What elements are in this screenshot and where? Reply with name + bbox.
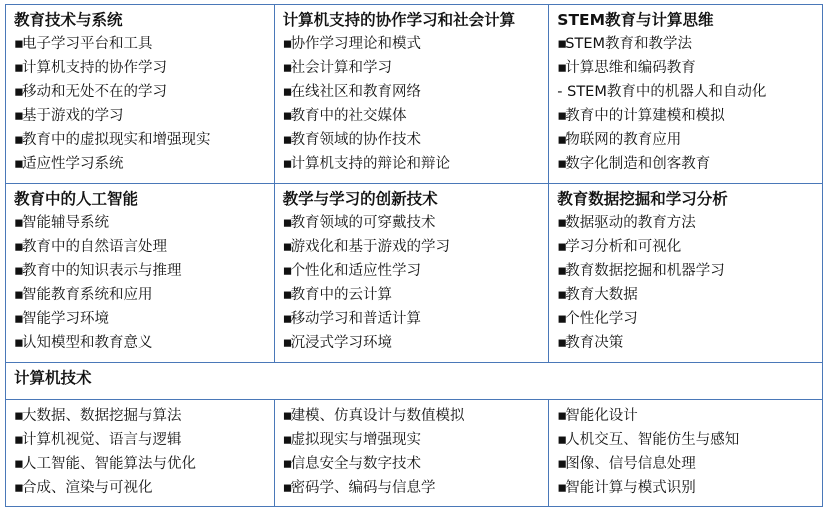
list-item bbox=[557, 235, 822, 259]
list-item bbox=[14, 404, 274, 428]
item-text: STEM教育中的机器人和自动化 bbox=[567, 84, 767, 100]
item-text: 合成、渲染与可视化 bbox=[22, 480, 153, 496]
section-cell bbox=[6, 5, 275, 184]
list-item bbox=[14, 283, 274, 307]
item-text: 计算机视觉、语言与逻辑 bbox=[22, 432, 182, 448]
bullet-marker: ▪ bbox=[14, 480, 24, 496]
bullet-marker: ▪ bbox=[557, 287, 568, 303]
bullet-marker: ▪ bbox=[14, 311, 24, 327]
item-text: 人工智能、智能算法与优化 bbox=[22, 456, 196, 472]
bullet-marker: ▪ bbox=[557, 263, 568, 279]
bullet-marker: ▪ bbox=[282, 263, 293, 279]
item-text: 教育中的虚拟现实和增强现实 bbox=[22, 132, 211, 148]
list-item bbox=[283, 128, 549, 152]
list-item bbox=[557, 428, 822, 452]
list-item bbox=[557, 331, 822, 355]
item-text: 智能化设计 bbox=[565, 408, 638, 424]
item-text: 电子学习平台和工具 bbox=[22, 36, 153, 52]
bullet-marker: ▪ bbox=[557, 335, 568, 351]
list-item bbox=[14, 128, 274, 152]
item-text: 信息安全与数字技术 bbox=[290, 456, 422, 472]
bullet-marker: ▪ bbox=[14, 215, 24, 231]
list-item bbox=[283, 452, 549, 476]
section-cell bbox=[6, 400, 275, 507]
item-text: 基于游戏的学习 bbox=[22, 108, 124, 124]
item-text: 教育领域的协作技术 bbox=[290, 132, 422, 148]
bullet-marker: ▪ bbox=[14, 335, 24, 351]
item-text: 教育中的云计算 bbox=[290, 287, 393, 303]
list-item bbox=[557, 452, 822, 476]
bullet-marker: ▪ bbox=[14, 156, 24, 172]
item-text: 教育大数据 bbox=[565, 287, 638, 303]
table-row bbox=[6, 400, 823, 507]
item-text: 教育中的社交媒体 bbox=[290, 108, 407, 124]
item-text: 游戏化和基于游戏的学习 bbox=[290, 239, 451, 255]
bullet-marker: ▪ bbox=[282, 456, 293, 472]
item-text: 人机交互、智能仿生与感知 bbox=[565, 432, 740, 448]
bullet-marker: ▪ bbox=[14, 239, 24, 255]
list-item bbox=[557, 404, 822, 428]
list-item bbox=[14, 428, 274, 452]
list-item bbox=[283, 235, 549, 259]
item-text: 学习分析和可视化 bbox=[565, 239, 682, 255]
section-cell bbox=[549, 5, 823, 184]
item-text: 物联网的教育应用 bbox=[565, 132, 682, 148]
list-item bbox=[557, 104, 822, 128]
list-item bbox=[14, 32, 274, 56]
item-text: 图像、信号信息处理 bbox=[565, 456, 696, 472]
list-item bbox=[557, 307, 822, 331]
item-text: 智能计算与模式识别 bbox=[565, 480, 696, 496]
bullet-marker: ▪ bbox=[14, 108, 24, 124]
bullet-marker: ▪ bbox=[557, 456, 568, 472]
section-title: 教育技术与系统 bbox=[14, 11, 123, 29]
list-item bbox=[283, 152, 549, 176]
bullet-marker: ▪ bbox=[557, 408, 568, 424]
list-item bbox=[557, 476, 822, 500]
item-text: 智能辅导系统 bbox=[22, 215, 109, 231]
item-text: STEM教育和教学法 bbox=[565, 36, 693, 52]
list-item bbox=[283, 32, 549, 56]
item-text: 计算机支持的协作学习 bbox=[22, 60, 167, 76]
list-item bbox=[14, 211, 274, 235]
section-cell bbox=[274, 400, 549, 507]
bullet-marker: ▪ bbox=[14, 36, 24, 52]
bullet-marker: ▪ bbox=[14, 287, 24, 303]
bullet-marker: ▪ bbox=[282, 60, 293, 76]
bullet-marker: ▪ bbox=[557, 156, 568, 172]
list-item bbox=[283, 331, 549, 355]
bullet-marker: ▪ bbox=[557, 311, 568, 327]
bullet-marker: ▪ bbox=[282, 132, 293, 148]
dash-marker: - bbox=[557, 84, 568, 100]
list-item bbox=[14, 452, 274, 476]
list-item bbox=[14, 259, 274, 283]
list-item bbox=[557, 80, 822, 104]
bullet-marker: ▪ bbox=[282, 239, 293, 255]
bullet-marker: ▪ bbox=[282, 480, 293, 496]
item-text: 教育中的知识表示与推理 bbox=[22, 263, 182, 279]
list-item bbox=[14, 152, 274, 176]
bullet-marker: ▪ bbox=[282, 287, 293, 303]
list-item bbox=[14, 80, 274, 104]
section-cell bbox=[549, 184, 823, 363]
item-text: 密码学、编码与信息学 bbox=[290, 480, 436, 496]
bullet-marker: ▪ bbox=[557, 108, 568, 124]
bullet-marker: ▪ bbox=[282, 156, 293, 172]
item-text: 数据驱动的教育方法 bbox=[565, 215, 696, 231]
item-text: 认知模型和教育意义 bbox=[22, 335, 153, 351]
list-item bbox=[283, 283, 549, 307]
list-item bbox=[557, 211, 822, 235]
item-text: 个性化和适应性学习 bbox=[290, 263, 422, 279]
bullet-marker: ▪ bbox=[14, 60, 24, 76]
footer-title-cell bbox=[6, 363, 823, 400]
list-item bbox=[283, 104, 549, 128]
bullet-marker: ▪ bbox=[14, 132, 24, 148]
section-cell bbox=[274, 5, 549, 184]
bullet-marker: ▪ bbox=[282, 36, 293, 52]
list-item bbox=[283, 56, 549, 80]
bullet-marker: ▪ bbox=[557, 239, 568, 255]
list-item bbox=[283, 211, 549, 235]
item-text: 教育中的自然语言处理 bbox=[22, 239, 167, 255]
bullet-marker: ▪ bbox=[282, 335, 293, 351]
topics-table-container bbox=[5, 4, 823, 504]
item-text: 教育中的计算建模和模拟 bbox=[565, 108, 725, 124]
list-item bbox=[14, 104, 274, 128]
item-text: 建模、仿真设计与数值模拟 bbox=[290, 408, 465, 424]
section-title: 教育数据挖掘和学习分析 bbox=[557, 190, 728, 208]
bullet-marker: ▪ bbox=[14, 84, 24, 100]
list-item bbox=[557, 56, 822, 80]
list-item bbox=[283, 80, 549, 104]
item-text: 移动和无处不在的学习 bbox=[22, 84, 167, 100]
item-text: 智能教育系统和应用 bbox=[22, 287, 153, 303]
list-item bbox=[557, 259, 822, 283]
list-item bbox=[557, 283, 822, 307]
item-text: 沉浸式学习环境 bbox=[290, 335, 393, 351]
list-item bbox=[557, 152, 822, 176]
item-text: 社会计算和学习 bbox=[290, 60, 393, 76]
item-text: 个性化学习 bbox=[565, 311, 638, 327]
table-row bbox=[6, 363, 823, 400]
section-title: 教育中的人工智能 bbox=[14, 190, 139, 208]
list-item bbox=[14, 56, 274, 80]
bullet-marker: ▪ bbox=[557, 36, 568, 52]
item-text: 协作学习理论和模式 bbox=[290, 36, 422, 52]
section-cell bbox=[6, 184, 275, 363]
section-title: 计算机技术 bbox=[14, 369, 92, 387]
section-title: 计算机支持的协作学习和社会计算 bbox=[282, 11, 516, 29]
bullet-marker: ▪ bbox=[14, 456, 24, 472]
item-text: 计算机支持的辩论和辩论 bbox=[290, 156, 451, 172]
list-item bbox=[557, 32, 822, 56]
item-text: 适应性学习系统 bbox=[22, 156, 124, 172]
bullet-marker: ▪ bbox=[14, 432, 24, 448]
bullet-marker: ▪ bbox=[282, 84, 293, 100]
list-item bbox=[14, 307, 274, 331]
bullet-marker: ▪ bbox=[282, 215, 293, 231]
section-cell bbox=[274, 184, 549, 363]
list-item bbox=[14, 476, 274, 500]
bullet-marker: ▪ bbox=[14, 408, 24, 424]
item-text: 大数据、数据挖掘与算法 bbox=[22, 408, 182, 424]
section-cell bbox=[549, 400, 823, 507]
table-row bbox=[6, 5, 823, 184]
list-item bbox=[14, 235, 274, 259]
item-text: 数字化制造和创客教育 bbox=[565, 156, 711, 172]
bullet-marker: ▪ bbox=[557, 132, 568, 148]
section-title: 教学与学习的创新技术 bbox=[282, 190, 438, 208]
item-text: 教育数据挖掘和机器学习 bbox=[565, 263, 725, 279]
item-text: 虚拟现实与增强现实 bbox=[290, 432, 422, 448]
list-item bbox=[557, 128, 822, 152]
topics-table bbox=[5, 4, 823, 507]
table-row bbox=[6, 184, 823, 363]
bullet-marker: ▪ bbox=[557, 215, 568, 231]
list-item bbox=[283, 404, 549, 428]
bullet-marker: ▪ bbox=[282, 311, 293, 327]
item-text: 教育决策 bbox=[565, 335, 624, 351]
list-item bbox=[283, 476, 549, 500]
section-title: STEM教育与计算思维 bbox=[557, 11, 714, 29]
list-item bbox=[283, 259, 549, 283]
list-item bbox=[283, 428, 549, 452]
bullet-marker: ▪ bbox=[282, 108, 293, 124]
bullet-marker: ▪ bbox=[557, 480, 568, 496]
bullet-marker: ▪ bbox=[282, 408, 293, 424]
bullet-marker: ▪ bbox=[282, 432, 293, 448]
list-item bbox=[14, 331, 274, 355]
item-text: 计算思维和编码教育 bbox=[565, 60, 696, 76]
bullet-marker: ▪ bbox=[557, 432, 568, 448]
item-text: 教育领域的可穿戴技术 bbox=[290, 215, 436, 231]
bullet-marker: ▪ bbox=[14, 263, 24, 279]
item-text: 移动学习和普适计算 bbox=[290, 311, 422, 327]
item-text: 在线社区和教育网络 bbox=[290, 84, 422, 100]
bullet-marker: ▪ bbox=[557, 60, 568, 76]
list-item bbox=[283, 307, 549, 331]
item-text: 智能学习环境 bbox=[22, 311, 109, 327]
